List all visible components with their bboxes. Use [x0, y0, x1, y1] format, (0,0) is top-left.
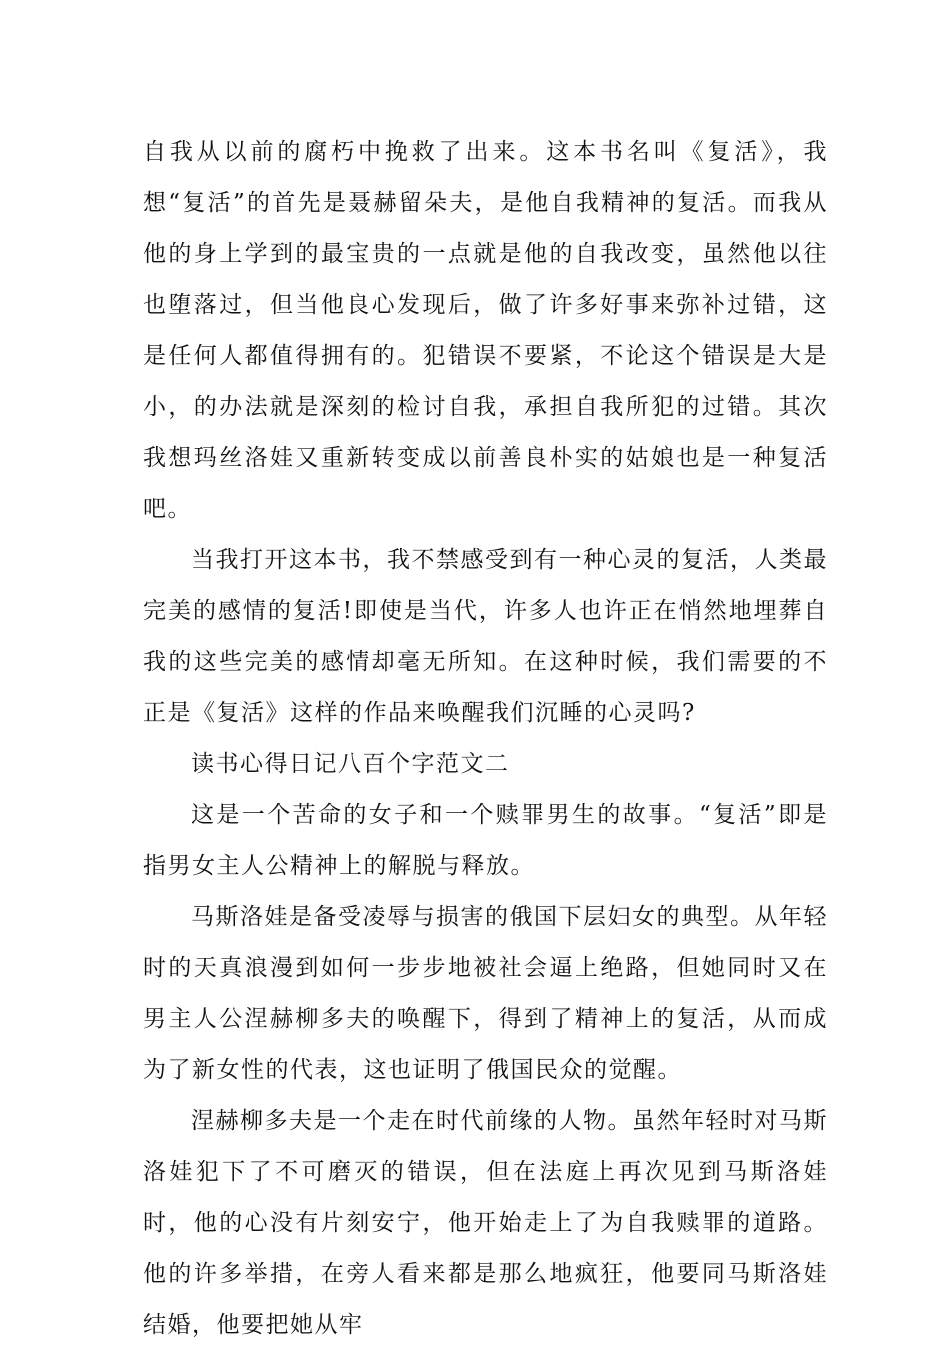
document-body [143, 127, 828, 1351]
paragraph-5: 涅赫柳多夫是一个走在时代前缘的人物。虽然年轻时对马斯洛娃犯下了不可磨灭的错误，但在法庭上再次见到马斯洛娃时，他的心没有片刻安宁，他开始走上了为自我赎罪的道路。他的许多举措，在旁人看来都是那么地疯狂，他要同马斯洛娃结婚，他要把她从牢 [143, 1108, 828, 1338]
paragraph-4: 马斯洛娃是备受凌辱与损害的俄国下层妇女的典型。从年轻时的天真浪漫到如何一步步地被社会逼上绝路，但她同时又在男主人公涅赫柳多夫的唤醒下，得到了精神上的复活，从而成为了新女性的代表，这也证明了俄国民众的觉醒。 [143, 904, 828, 1083]
section-heading: 读书心得日记八百个字范文二 [191, 751, 510, 777]
paragraph-1: 自我从以前的腐朽中挽救了出来。这本书名叫《复活》，我想“复活”的首先是聂赫留朵夫，是他自我精神的复活。而我从他的身上学到的最宝贵的一点就是他的自我改变，虽然他以往也堕落过，但当他良心发现后，做了许多好事来弥补过错，这是任何人都值得拥有的。犯错误不要紧，不论这个错误是大是小，的办法就是深刻的检讨自我，承担自我所犯的过错。其次我想玛丝洛娃又重新转变成以前善良朴实的姑娘也是一种复活吧。 [143, 139, 828, 522]
paragraph-2: 当我打开这本书，我不禁感受到有一种心灵的复活，人类最完美的感情的复活!即使是当代，许多人也许正在悄然地埋葬自我的这些完美的感情却毫无所知。在这种时候，我们需要的不正是《复活》这样的作品来唤醒我们沉睡的心灵吗? [143, 547, 828, 726]
paragraph-3: 这是一个苦命的女子和一个赎罪男生的故事。“复活”即是指男女主人公精神上的解脱与释放。 [143, 802, 828, 879]
